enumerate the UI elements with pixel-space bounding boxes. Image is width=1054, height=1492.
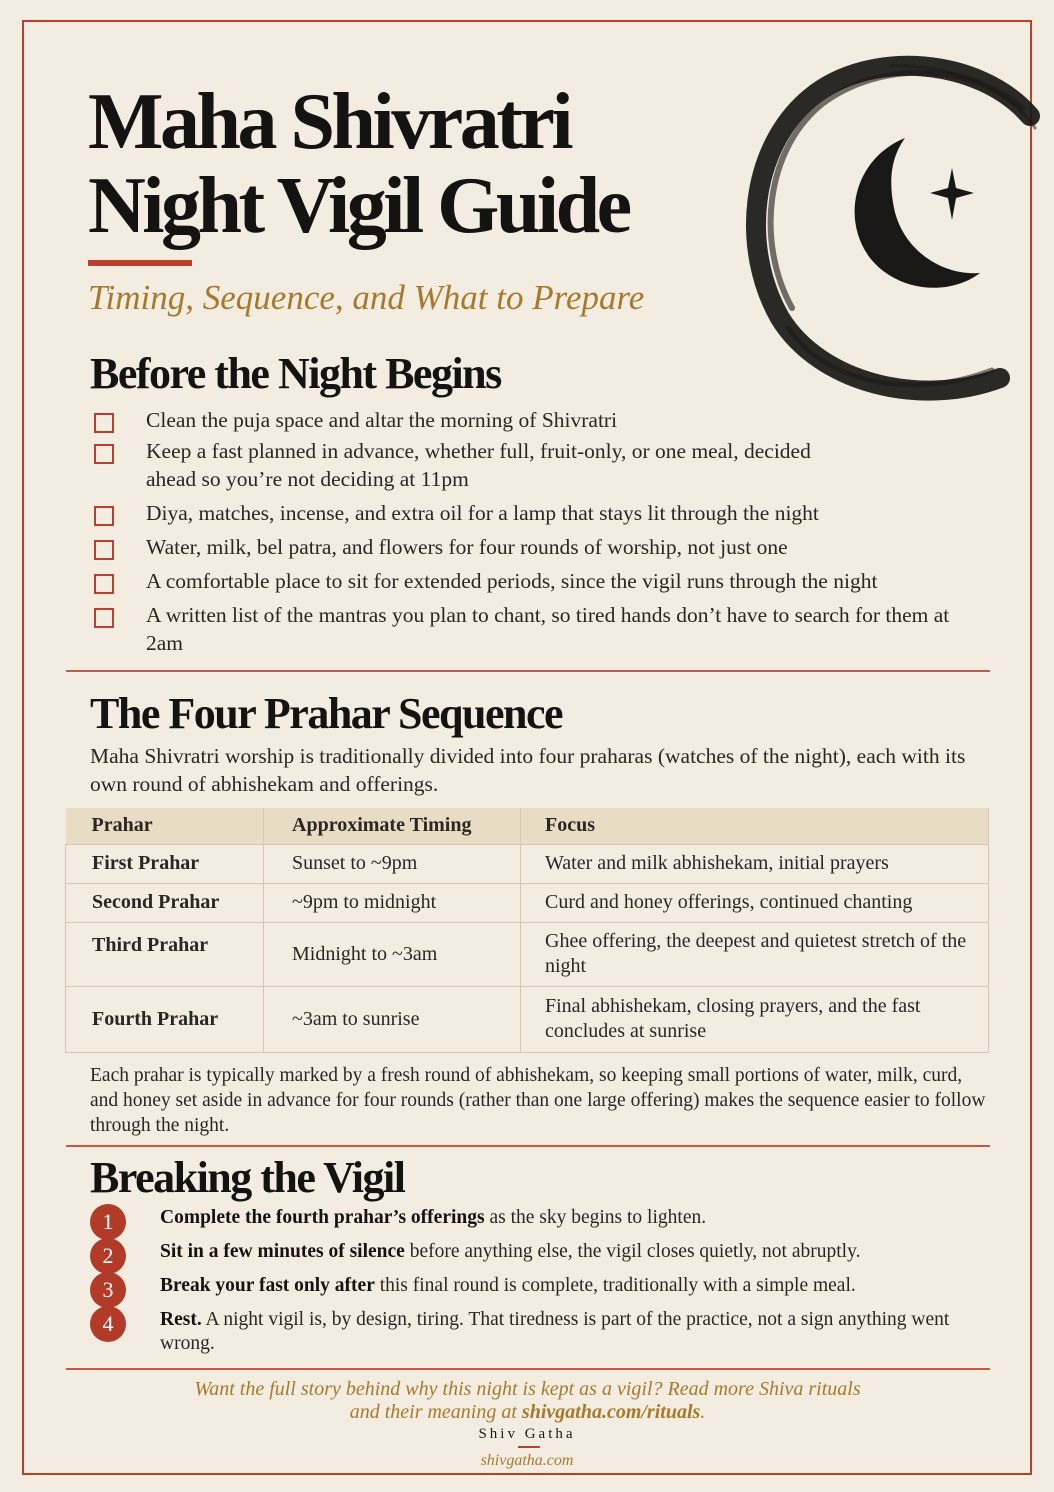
prahar-name: First Prahar <box>66 844 264 883</box>
prahar-focus: Curd and honey offerings, continued chanting <box>521 883 989 922</box>
star-sparkle-icon <box>930 168 974 220</box>
breaking-steps <box>90 1206 990 1366</box>
checklist-item-text: A written list of the mantras you plan to chant, so tired hands don’t have to search for them at 2am <box>146 603 950 655</box>
checklist-item <box>92 499 992 527</box>
cta-line-1: Want the full story behind why this night is kept as a vigil? Read more Shiva rituals <box>194 1378 861 1400</box>
step-text: before anything else, the vigil closes quietly, not abruptly. <box>404 1241 861 1262</box>
prahar-timing: Midnight to ~3am <box>264 922 521 986</box>
prep-checklist <box>92 406 992 657</box>
step-item <box>90 1206 990 1234</box>
checklist-item <box>92 406 992 434</box>
checklist-item-text: Clean the puja space and altar the morning of Shivratri <box>146 408 618 432</box>
step-text: A night vigil is, by design, tiring. That tiredness is part of the practice, not a sign anything went wrong. <box>160 1309 950 1354</box>
title-line-1: Maha Shivratri <box>88 78 571 166</box>
table-row <box>66 844 989 883</box>
page-title <box>88 80 788 248</box>
checkbox-icon[interactable] <box>94 413 114 433</box>
footer-cta <box>100 1378 955 1424</box>
checklist-item <box>92 437 992 493</box>
prahar-focus: Water and milk abhishekam, initial prayers <box>521 844 989 883</box>
checklist-item <box>92 567 992 595</box>
step-text: this final round is complete, traditionally with a simple meal. <box>374 1275 856 1296</box>
step-text: as the sky begins to lighten. <box>484 1207 707 1228</box>
section-divider <box>66 670 990 672</box>
cta-line-2 <box>100 1401 955 1424</box>
step-number-badge: 1 <box>90 1204 126 1240</box>
prahar-timing: ~9pm to midnight <box>264 883 521 922</box>
step-bold: Sit in a few minutes of silence <box>160 1241 405 1262</box>
table-row <box>66 986 989 1052</box>
cta-prefix: and their meaning at <box>349 1401 522 1423</box>
table-row <box>66 922 989 986</box>
checklist-item <box>92 601 992 657</box>
site-link[interactable]: shivgatha.com <box>480 1452 574 1469</box>
rituals-link[interactable]: shivgatha.com/rituals <box>521 1401 701 1423</box>
before-heading: Before the Night Begins <box>90 349 501 398</box>
prahar-name: Third Prahar <box>66 922 264 986</box>
step-bold: Break your fast only after <box>160 1275 375 1296</box>
checkbox-icon[interactable] <box>94 540 114 560</box>
title-line-2: Night Vigil Guide <box>88 162 629 250</box>
page-subtitle: Timing, Sequence, and What to Prepare <box>88 278 645 317</box>
sequence-intro: Maha Shivratri worship is traditionally divided into four praharas (watches of the night), each with its own round of abhishekam and offerings. <box>90 744 966 796</box>
breaking-heading: Breaking the Vigil <box>90 1153 405 1202</box>
prahar-timing: Sunset to ~9pm <box>264 844 521 883</box>
checkbox-icon[interactable] <box>94 506 114 526</box>
brand-underline <box>518 1446 540 1448</box>
prahar-name: Second Prahar <box>66 883 264 922</box>
checklist-item-text: A comfortable place to sit for extended periods, since the vigil runs through the night <box>146 569 878 593</box>
column-header: Focus <box>521 808 989 844</box>
table-header-row <box>66 808 989 844</box>
checklist-item-text: Keep a fast planned in advance, whether full, fruit-only, or one meal, decided ahead so you’re not deciding at 11pm <box>146 439 811 491</box>
step-item <box>90 1308 990 1356</box>
checklist-item <box>92 533 992 561</box>
step-number-badge: 2 <box>90 1238 126 1274</box>
step-bold: Rest. <box>160 1309 202 1330</box>
column-header: Prahar <box>66 808 264 844</box>
prahar-focus: Ghee offering, the deepest and quietest stretch of the night <box>521 922 989 986</box>
step-item <box>90 1274 990 1302</box>
cta-suffix: . <box>700 1401 706 1423</box>
step-number-badge: 3 <box>90 1272 126 1308</box>
checklist-item-text: Diya, matches, incense, and extra oil for a lamp that stays lit through the night <box>146 501 819 525</box>
prahar-focus: Final abhishekam, closing prayers, and the fast concludes at sunrise <box>521 986 989 1052</box>
step-item <box>90 1240 990 1268</box>
step-number-badge: 4 <box>90 1306 126 1342</box>
prahar-timing: ~3am to sunrise <box>264 986 521 1052</box>
title-underline <box>88 260 192 266</box>
checkbox-icon[interactable] <box>94 574 114 594</box>
brand-logo: Shiv Gatha <box>478 1426 576 1442</box>
crescent-moon-icon <box>855 138 980 288</box>
sequence-note: Each prahar is typically marked by a fresh round of abhishekam, so keeping small portions of water, milk, curd, and honey set aside in advance for four rounds (rather than one large offering) makes the sequence easier to follow through the night. <box>90 1065 986 1136</box>
checkbox-icon[interactable] <box>94 444 114 464</box>
step-bold: Complete the fourth prahar’s offerings <box>160 1207 485 1228</box>
prahar-table <box>65 808 989 1053</box>
sequence-heading: The Four Prahar Sequence <box>90 689 563 738</box>
table-row <box>66 883 989 922</box>
section-divider <box>66 1368 990 1370</box>
column-header: Approximate Timing <box>264 808 521 844</box>
prahar-name: Fourth Prahar <box>66 986 264 1052</box>
section-divider <box>66 1145 990 1147</box>
checklist-item-text: Water, milk, bel patra, and flowers for four rounds of worship, not just one <box>146 535 788 559</box>
checkbox-icon[interactable] <box>94 608 114 628</box>
